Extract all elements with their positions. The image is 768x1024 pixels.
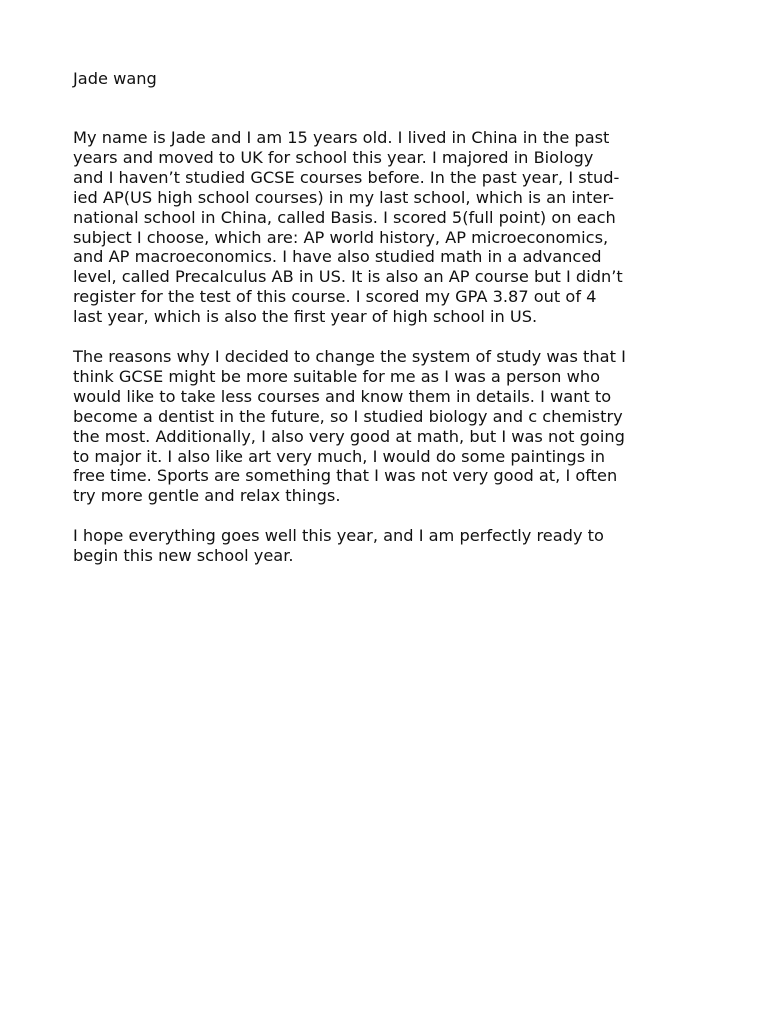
paragraph-line: become a dentist in the future, so I studied biology and c chemistry <box>73 406 623 426</box>
paragraph-reasons <box>73 347 626 506</box>
paragraph-line: national school in China, called Basis. I scored 5(full point) on each <box>73 207 616 227</box>
paragraph-line: the most. Additionally, I also very good at math, but I was not going <box>73 426 625 446</box>
paragraph-line: ied AP(US high school courses) in my last school, which is an inter- <box>73 187 614 207</box>
paragraph-line: years and moved to UK for school this year. I majored in Biology <box>73 147 594 167</box>
document-title: Jade wang <box>73 69 157 88</box>
paragraph-line: would like to take less courses and know them in details. I want to <box>73 386 612 406</box>
paragraph-line: begin this new school year. <box>73 545 294 565</box>
paragraph-line: I hope everything goes well this year, and I am perfectly ready to <box>73 526 604 545</box>
paragraph-line: level, called Precalculus AB in US. It is also an AP course but I didn’t <box>73 267 623 287</box>
paragraph-line: subject I choose, which are: AP world history, AP microeconomics, <box>73 227 609 247</box>
paragraph-line: and I haven’t studied GCSE courses before. In the past year, I stud- <box>73 167 620 187</box>
paragraph-intro <box>73 128 623 327</box>
paragraph-closing <box>73 526 604 566</box>
paragraph-line: My name is Jade and I am 15 years old. I lived in China in the past <box>73 128 610 147</box>
paragraph-line: free time. Sports are something that I was not very good at, I often <box>73 466 618 486</box>
paragraph-line: The reasons why I decided to change the system of study was that I <box>73 347 626 366</box>
paragraph-line: think GCSE might be more suitable for me as I was a person who <box>73 366 600 386</box>
paragraph-line: to major it. I also like art very much, I would do some paintings in <box>73 446 606 466</box>
paragraph-line: and AP macroeconomics. I have also studied math in a advanced <box>73 247 602 267</box>
paragraph-line: try more gentle and relax things. <box>73 486 341 506</box>
paragraph-line: last year, which is also the first year of high school in US. <box>73 307 538 327</box>
paragraph-line: register for the test of this course. I scored my GPA 3.87 out of 4 <box>73 287 597 307</box>
